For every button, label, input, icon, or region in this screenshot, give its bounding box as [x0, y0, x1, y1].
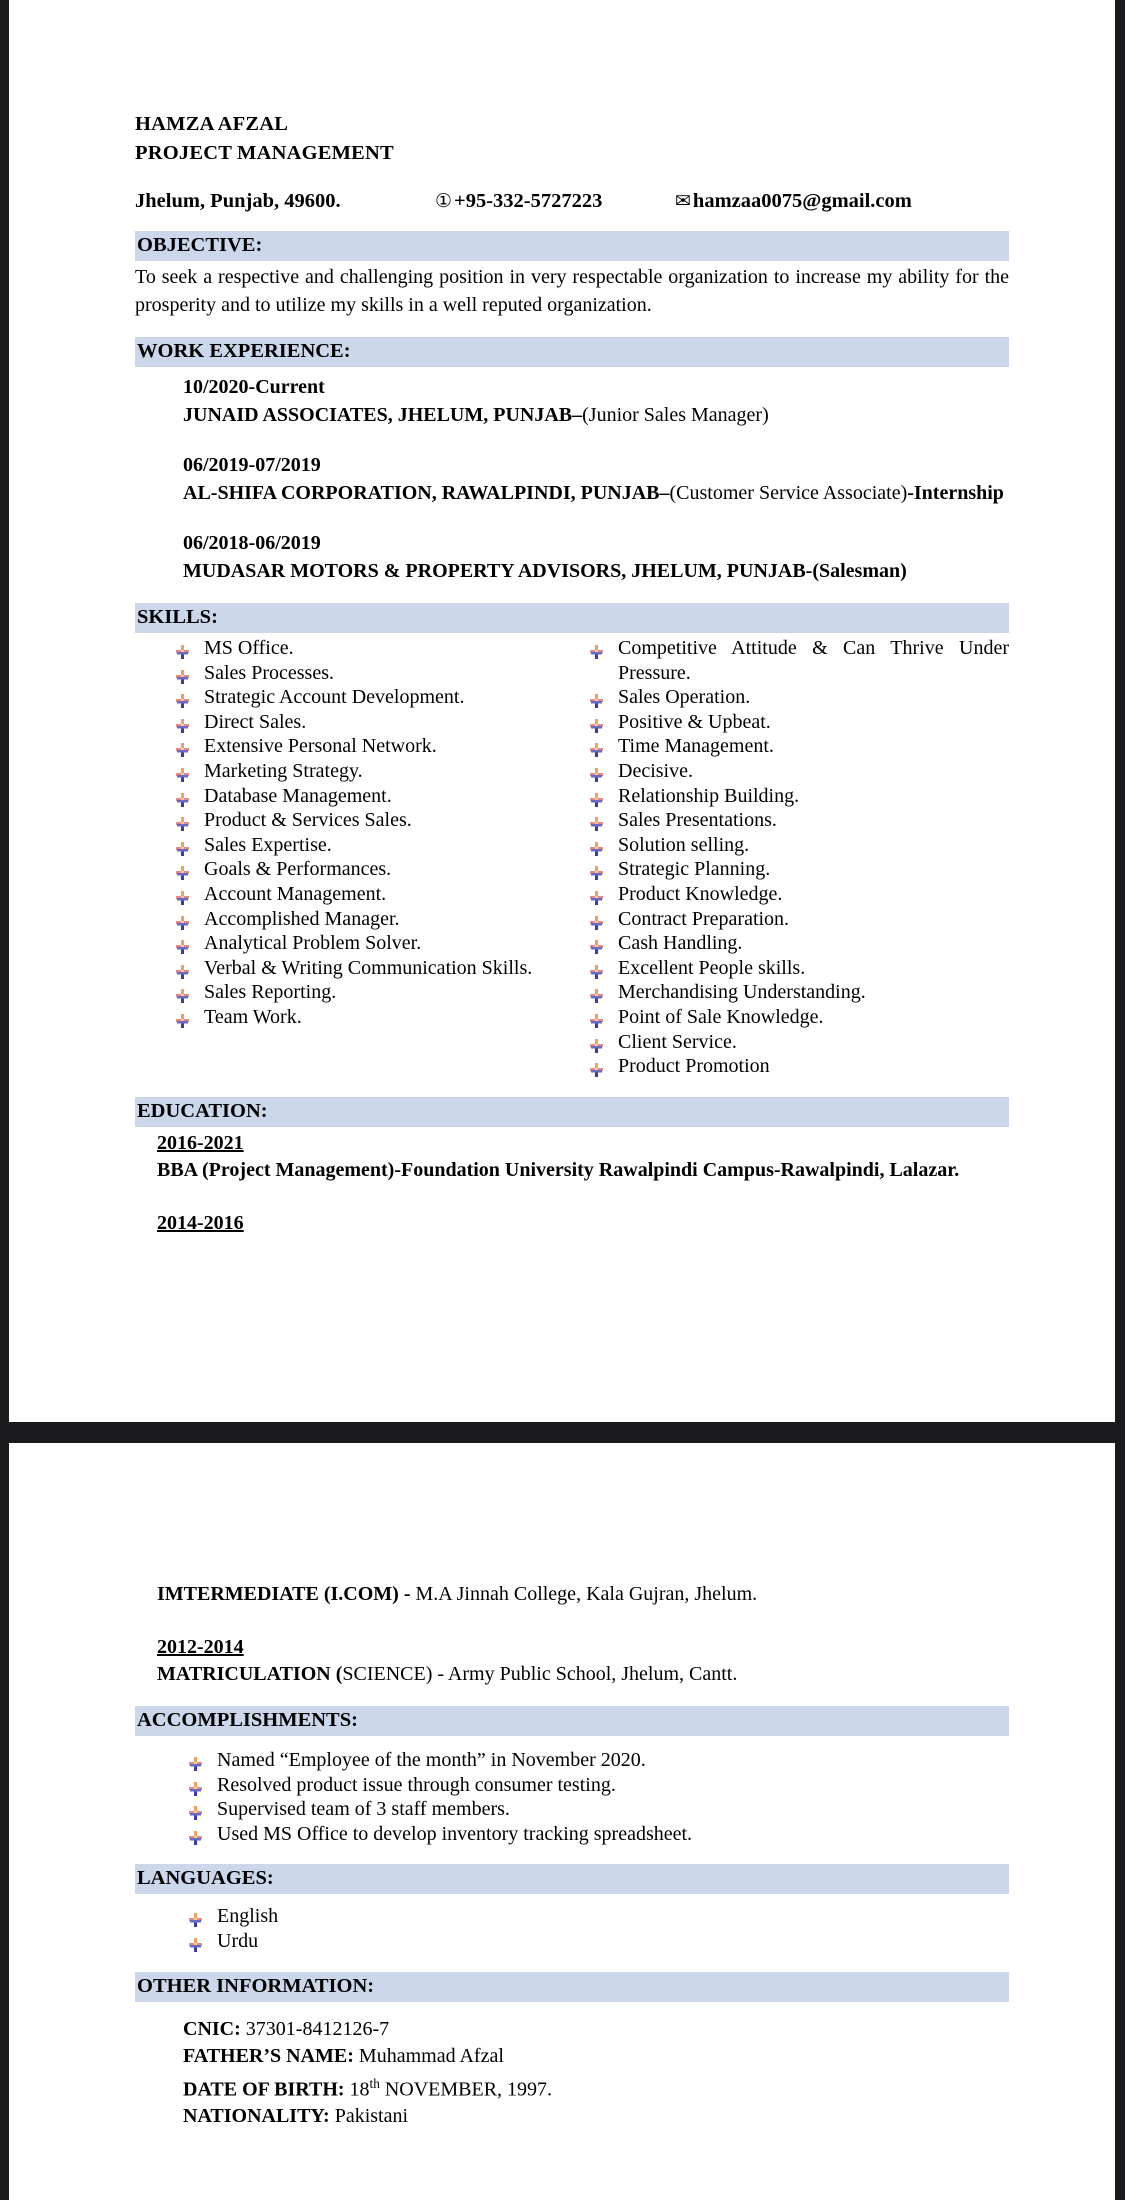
cross-bullet-icon — [176, 985, 189, 999]
list-item — [582, 636, 1009, 685]
education-list-page2 — [135, 1581, 1009, 1688]
job-details — [183, 479, 1009, 507]
languages-list — [181, 1904, 1009, 1953]
cross-bullet-icon — [189, 1909, 202, 1923]
spacer — [157, 1184, 1009, 1210]
cross-bullet-icon — [176, 641, 189, 655]
job-role: (Junior Sales Manager) — [582, 404, 769, 426]
work-experience-item — [183, 373, 1009, 429]
cross-bullet-icon — [590, 1010, 603, 1024]
section-heading-accomplishments: ACCOMPLISHMENTS: — [135, 1706, 1009, 1736]
list-item-label: Accomplished Manager. — [204, 907, 400, 930]
list-item-label: Urdu — [217, 1929, 259, 1952]
phone-icon: ① — [435, 191, 453, 212]
work-experience-list — [135, 373, 1009, 585]
list-item-label: Goals & Performances. — [204, 858, 392, 881]
list-item-label: MS Office. — [204, 637, 294, 659]
list-item — [168, 907, 572, 932]
cross-bullet-icon — [590, 739, 603, 753]
cross-bullet-icon — [176, 739, 189, 753]
cross-bullet-icon — [590, 961, 603, 975]
list-item — [582, 980, 1009, 1005]
list-item — [582, 1054, 1009, 1079]
other-info-row — [183, 2016, 1009, 2043]
cross-bullet-icon — [176, 1010, 189, 1024]
education-degree: IMTERMEDIATE (I.COM) - — [157, 1583, 411, 1605]
job-date: 06/2019-07/2019 — [183, 454, 321, 476]
skills-list-right — [582, 636, 1009, 1079]
list-item — [582, 907, 1009, 932]
cross-bullet-icon — [590, 1059, 603, 1073]
header-block — [135, 0, 1009, 168]
accomplishments-block — [135, 1748, 1009, 1846]
skills-columns — [135, 636, 1009, 1079]
accomplishments-list — [181, 1748, 1009, 1846]
education-institution: M.A Jinnah College, Kala Gujran, Jhelum. — [410, 1583, 758, 1605]
education-item — [157, 1661, 1009, 1688]
list-item — [582, 710, 1009, 735]
list-item-label: Cash Handling. — [618, 932, 743, 955]
section-heading-work-experience: WORK EXPERIENCE: — [135, 337, 1009, 367]
education-institution: SCIENCE) - Army Public School, Jhelum, Cantt. — [342, 1663, 738, 1685]
list-item-label: Solution selling. — [618, 833, 750, 856]
other-info-label: DATE OF BIRTH: — [183, 2078, 345, 2101]
spacer — [157, 1608, 1009, 1634]
job-employer: AL-SHIFA CORPORATION, RAWALPINDI, PUNJAB — [183, 482, 660, 504]
list-item-label: Sales Reporting. — [204, 981, 337, 1004]
list-item-label: Product & Services Sales. — [204, 809, 412, 832]
list-item-label: Analytical Problem Solver. — [204, 932, 422, 955]
other-information-block — [135, 2016, 1009, 2131]
objective-text: To seek a respective and challenging position in very respectable organization to increase my ability for the prosperity and to utilize my skills in a well reputed organization. — [135, 266, 1009, 316]
contact-row — [135, 190, 1009, 213]
cross-bullet-icon — [176, 912, 189, 926]
list-item-label: Account Management. — [204, 882, 387, 905]
education-list-page1 — [135, 1130, 1009, 1237]
list-item-label: Competitive Attitude & Can Thrive Under Pressure. — [618, 637, 1009, 684]
list-item — [168, 857, 572, 882]
cross-bullet-icon — [176, 813, 189, 827]
skills-column-right — [572, 636, 1009, 1079]
list-item — [582, 857, 1009, 882]
job-details — [183, 401, 1009, 429]
list-item — [181, 1822, 1009, 1847]
candidate-title: PROJECT MANAGEMENT — [135, 142, 394, 164]
cross-bullet-icon — [176, 764, 189, 778]
job-separator: – — [659, 482, 670, 504]
education-date: 2014-2016 — [157, 1211, 244, 1234]
cross-bullet-icon — [590, 641, 603, 655]
list-item-label: Database Management. — [204, 784, 392, 807]
other-info-superscript: th — [369, 2075, 380, 2091]
list-item-label: Client Service. — [618, 1030, 737, 1053]
list-item-label: Extensive Personal Network. — [204, 735, 437, 758]
cross-bullet-icon — [590, 887, 603, 901]
list-item — [582, 1005, 1009, 1030]
job-employer: JUNAID ASSOCIATES, JHELUM, PUNJAB — [183, 404, 573, 426]
list-item-label: English — [217, 1905, 279, 1928]
work-experience-item — [183, 451, 1009, 507]
list-item-label: Contract Preparation. — [618, 907, 790, 930]
cross-bullet-icon — [590, 985, 603, 999]
cross-bullet-icon — [176, 789, 189, 803]
other-info-label: NATIONALITY: — [183, 2105, 330, 2128]
cross-bullet-icon — [176, 862, 189, 876]
job-employer: MUDASAR MOTORS & PROPERTY ADVISORS, JHELUM, PUNJAB-(Salesman) — [183, 560, 907, 582]
list-item — [168, 980, 572, 1005]
candidate-name: HAMZA AFZAL — [135, 113, 289, 135]
contact-phone-value: +95-332-5727223 — [454, 190, 603, 212]
education-item — [157, 1130, 1009, 1184]
list-item-label: Sales Expertise. — [204, 833, 332, 856]
education-degree: MATRICULATION ( — [157, 1663, 343, 1685]
list-item-label: Product Knowledge. — [618, 882, 783, 905]
list-item-label: Team Work. — [204, 1005, 302, 1028]
cross-bullet-icon — [189, 1753, 202, 1767]
other-info-label: FATHER’S NAME: — [183, 2044, 354, 2067]
list-item-label: Verbal & Writing Communication Skills. — [204, 956, 533, 979]
list-item — [168, 759, 572, 784]
list-item — [168, 710, 572, 735]
page-2 — [0, 1443, 1125, 2200]
education-item — [157, 1210, 1009, 1237]
other-info-value: Pakistani — [329, 2105, 409, 2128]
cross-bullet-icon — [176, 961, 189, 975]
list-item — [168, 685, 572, 710]
list-item — [168, 1005, 572, 1030]
list-item-label: Positive & Upbeat. — [618, 710, 771, 733]
cross-bullet-icon — [189, 1934, 202, 1948]
list-item — [582, 784, 1009, 809]
list-item-label: Resolved product issue through consumer testing. — [217, 1773, 616, 1796]
list-item — [181, 1904, 1009, 1929]
contact-email[interactable] — [675, 190, 912, 213]
job-details — [183, 557, 1009, 585]
section-heading-other-information: OTHER INFORMATION: — [135, 1972, 1009, 2002]
envelope-icon: ✉ — [675, 191, 691, 212]
job-date: 06/2018-06/2019 — [183, 532, 321, 554]
cross-bullet-icon — [590, 1035, 603, 1049]
list-item — [582, 931, 1009, 956]
other-info-value-2: NOVEMBER, 1997. — [379, 2078, 553, 2101]
cross-bullet-icon — [189, 1778, 202, 1792]
list-item — [582, 734, 1009, 759]
section-heading-languages: LANGUAGES: — [135, 1864, 1009, 1894]
skills-column-left — [135, 636, 572, 1079]
other-info-label: CNIC: — [183, 2017, 241, 2040]
list-item — [168, 808, 572, 833]
job-role: (Customer Service Associate) — [669, 482, 908, 504]
list-item — [582, 808, 1009, 833]
list-item-label: Marketing Strategy. — [204, 759, 363, 782]
list-item — [582, 956, 1009, 981]
list-item — [168, 636, 572, 661]
spacer — [183, 507, 1009, 529]
cross-bullet-icon — [590, 690, 603, 704]
job-suffix: -Internship — [907, 482, 1004, 504]
list-item — [168, 734, 572, 759]
list-item-label: Product Promotion — [618, 1055, 770, 1078]
list-item — [181, 1797, 1009, 1822]
languages-block — [135, 1904, 1009, 1953]
cross-bullet-icon — [590, 862, 603, 876]
list-item-label: Excellent People skills. — [618, 956, 806, 979]
cross-bullet-icon — [176, 936, 189, 950]
list-item-label: Sales Operation. — [618, 686, 751, 709]
list-item-label: Strategic Planning. — [618, 858, 771, 881]
list-item — [582, 882, 1009, 907]
list-item — [168, 784, 572, 809]
list-item-label: Supervised team of 3 staff members. — [217, 1798, 510, 1821]
cross-bullet-icon — [590, 838, 603, 852]
section-heading-objective: OBJECTIVE: — [135, 231, 1009, 261]
list-item-label: Named “Employee of the month” in November 2020. — [217, 1749, 646, 1771]
contact-address: Jhelum, Punjab, 49600. — [135, 190, 341, 212]
cross-bullet-icon — [176, 838, 189, 852]
cross-bullet-icon — [189, 1827, 202, 1841]
list-item-label: Sales Presentations. — [618, 809, 777, 832]
list-item-label: Relationship Building. — [618, 784, 800, 807]
cross-bullet-icon — [176, 690, 189, 704]
cross-bullet-icon — [590, 936, 603, 950]
list-item-label: Merchandising Understanding. — [618, 981, 866, 1004]
list-item — [181, 1929, 1009, 1954]
job-separator: – — [572, 404, 583, 426]
contact-email-value: hamzaa0075@gmail.com — [692, 190, 912, 212]
list-item-label: Sales Processes. — [204, 661, 334, 684]
other-info-row — [183, 2070, 1009, 2104]
list-item — [582, 685, 1009, 710]
skills-list-left — [168, 636, 572, 1030]
list-item-label: Used MS Office to develop inventory tracking spreadsheet. — [217, 1822, 693, 1845]
list-item — [168, 833, 572, 858]
list-item — [181, 1748, 1009, 1773]
cross-bullet-icon — [176, 887, 189, 901]
education-date: 2012-2014 — [157, 1636, 244, 1658]
list-item — [582, 833, 1009, 858]
list-item — [168, 882, 572, 907]
cross-bullet-icon — [590, 715, 603, 729]
education-item — [157, 1581, 1009, 1608]
list-item-label: Direct Sales. — [204, 710, 307, 733]
job-date: 10/2020-Current — [183, 376, 325, 398]
page-break — [0, 1422, 1125, 1443]
work-experience-item — [183, 529, 1009, 585]
list-item-label: Time Management. — [618, 735, 774, 758]
cross-bullet-icon — [590, 789, 603, 803]
other-info-value: 18 — [344, 2078, 370, 2101]
cross-bullet-icon — [590, 764, 603, 778]
cross-bullet-icon — [590, 912, 603, 926]
cross-bullet-icon — [176, 715, 189, 729]
cross-bullet-icon — [189, 1802, 202, 1816]
other-info-row — [183, 2103, 1009, 2130]
cross-bullet-icon — [176, 666, 189, 680]
other-info-row — [183, 2043, 1009, 2070]
list-item-label: Strategic Account Development. — [204, 686, 465, 709]
list-item-label: Decisive. — [618, 759, 693, 782]
other-info-value: 37301-8412126-7 — [240, 2017, 390, 2040]
list-item — [582, 759, 1009, 784]
contact-phone — [435, 190, 675, 213]
list-item — [181, 1773, 1009, 1798]
list-item — [168, 931, 572, 956]
section-heading-education: EDUCATION: — [135, 1097, 1009, 1127]
other-info-value: Muhammad Afzal — [353, 2044, 504, 2067]
list-item — [168, 956, 572, 981]
section-heading-skills: SKILLS: — [135, 603, 1009, 633]
list-item-label: Point of Sale Knowledge. — [618, 1005, 824, 1028]
cross-bullet-icon — [590, 813, 603, 827]
education-degree: BBA (Project Management)-Foundation University Rawalpindi Campus-Rawalpindi, Lalazar. — [157, 1158, 960, 1181]
list-item — [582, 1030, 1009, 1055]
education-date: 2016-2021 — [157, 1131, 244, 1154]
spacer — [183, 429, 1009, 451]
list-item — [168, 661, 572, 686]
